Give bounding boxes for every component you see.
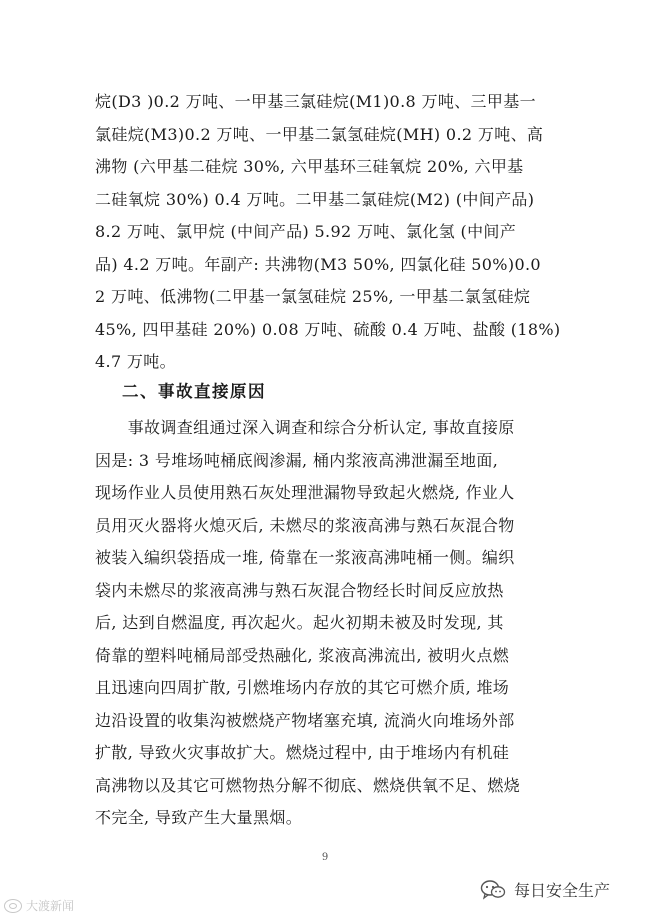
text-line: 品) 4.2 万吨。年副产: 共沸物(M3 50%, 四氯化硅 50%)0.0	[95, 254, 541, 274]
text-line: 被装入编织袋捂成一堆, 倚靠在一浆液高沸吨桶一侧。编织	[95, 548, 515, 567]
text-line: 4.7 万吨。	[95, 352, 176, 371]
watermark-left	[4, 897, 74, 914]
logo-icon	[4, 899, 22, 913]
wechat-icon	[480, 879, 506, 901]
text-line: 沸物 (六甲基二硅烷 30%, 六甲基环三硅氧烷 20%, 六甲基	[95, 157, 524, 176]
watermark-right-text: 每日安全生产	[513, 881, 610, 900]
text-line: 8.2 万吨、氯甲烷 (中间产品) 5.92 万吨、氯化氢 (中间产	[95, 222, 517, 241]
watermark-right	[480, 878, 610, 901]
section-heading: 二、事故直接原因	[122, 382, 266, 401]
text-line: 且迅速向四周扩散, 引燃堆场内存放的其它可燃介质, 堆场	[95, 678, 510, 697]
paragraph-output-list	[95, 86, 565, 379]
text-line: 倚靠的塑料吨桶局部受热融化, 浆液高沸流出, 被明火点燃	[95, 645, 510, 665]
text-line: 2 万吨、低沸物(二甲基一氯氢硅烷 25%, 一甲基二氯氢硅烷	[95, 287, 531, 306]
text-line: 二硅氧烷 30%) 0.4 万吨。二甲基二氯硅烷(M2) (中间产品)	[95, 189, 535, 209]
text-line: 因是: 3 号堆场吨桶底阀渗漏, 桶内浆液高沸泄漏至地面,	[95, 450, 499, 470]
text-line: 高沸物以及其它可燃物热分解不彻底、燃烧供氧不足、燃烧	[95, 775, 521, 795]
text-line: 事故调查组通过深入调查和综合分析认定, 事故直接原	[95, 418, 515, 437]
text-line: 后, 达到自燃温度, 再次起火。起火初期未被及时发现, 其	[95, 613, 504, 632]
text-line: 烷(D3 )0.2 万吨、一甲基三氯硅烷(M1)0.8 万吨、三甲基一	[95, 92, 536, 111]
watermark-left-text: 大渡新闻	[26, 899, 75, 913]
text-line: 员用灭火器将火熄灭后, 未燃尽的浆液高沸与熟石灰混合物	[95, 515, 515, 535]
text-line: 现场作业人员使用熟石灰处理泄漏物导致起火燃烧, 作业人	[95, 483, 515, 502]
text-line: 袋内未燃尽的浆液高沸与熟石灰混合物经长时间反应放热	[95, 580, 504, 600]
text-line: 边沿设置的收集沟被燃烧产物堵塞充填, 流淌火向堆场外部	[95, 710, 515, 730]
text-line: 45%, 四甲基硅 20%) 0.08 万吨、硫酸 0.4 万吨、盐酸 (18%)	[95, 319, 561, 339]
page-number: 9	[321, 852, 329, 863]
text-line: 不完全, 导致产生大量黑烟。	[95, 808, 303, 827]
paragraph-direct-cause	[95, 412, 565, 835]
text-line: 氯硅烷(M3)0.2 万吨、一甲基二氯氢硅烷(MH) 0.2 万吨、高	[95, 124, 544, 144]
text-line: 扩散, 导致火灾事故扩大。燃烧过程中, 由于堆场内有机硅	[95, 743, 510, 762]
